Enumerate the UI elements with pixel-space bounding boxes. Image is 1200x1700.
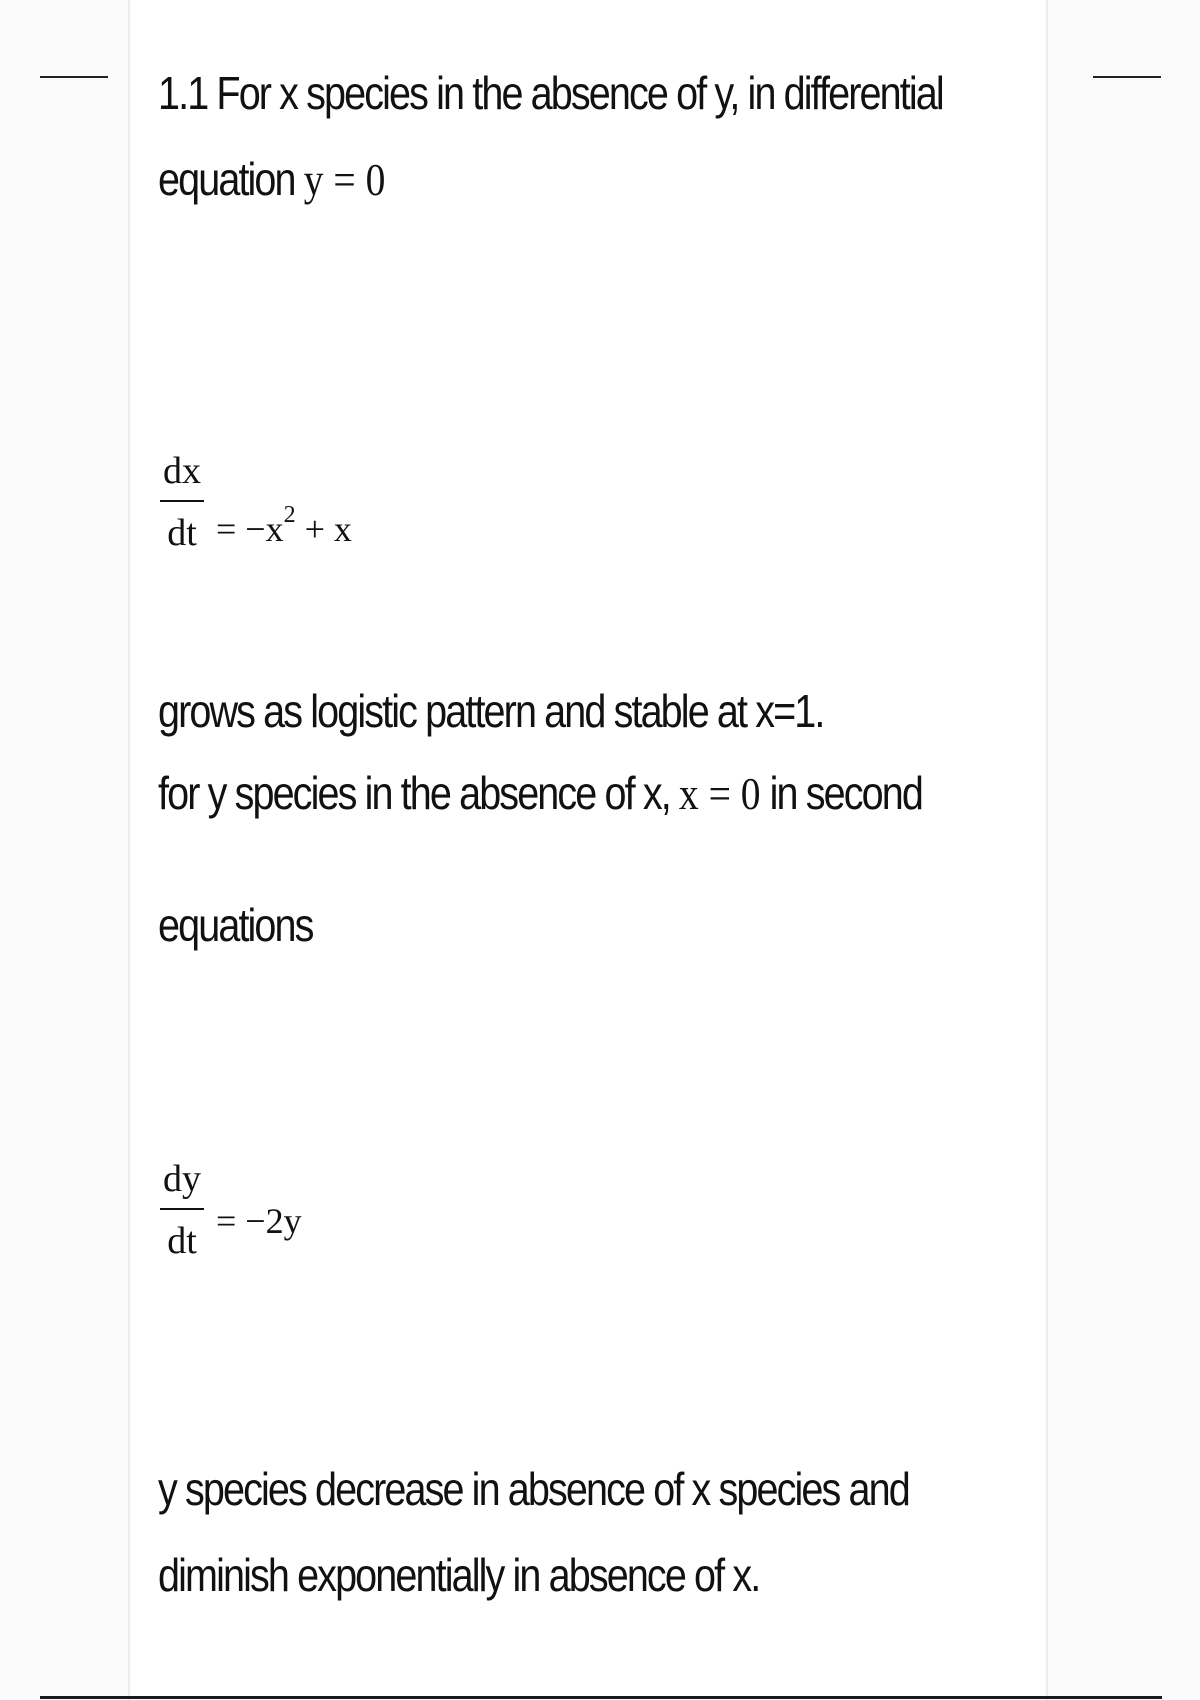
equation-1-rhs-prefix: = −x	[216, 509, 284, 549]
result-line-3: equations	[158, 899, 313, 951]
equation-1-fraction-bar	[160, 500, 204, 502]
equation-1-rhs	[216, 502, 352, 550]
equation-1-denominator: dt	[167, 512, 197, 554]
equation-2-rhs: = −2y	[216, 1201, 302, 1241]
result-line-2-text: for y species in the absence of x,	[158, 767, 679, 819]
intro-line-2-text: equation	[158, 153, 304, 205]
equation-1-fraction	[160, 452, 204, 552]
equation-1-exponent: 2	[283, 502, 296, 528]
intro-line-2	[158, 152, 385, 207]
result-line-1: grows as logistic pattern and stable at x=1.	[158, 685, 824, 737]
left-divider	[40, 76, 108, 78]
result-line-2	[158, 766, 922, 821]
right-divider	[1093, 76, 1161, 78]
intro-line-2-math: y = 0	[303, 154, 386, 205]
equation-1-numerator: dx	[163, 450, 201, 492]
equation-2-fraction-bar	[160, 1208, 204, 1210]
equation-1-rhs-suffix: + x	[295, 509, 352, 549]
result-line-2-math: x = 0	[678, 768, 761, 819]
intro-line-1: 1.1 For x species in the absence of y, in differential	[158, 67, 943, 119]
conclusion-line-2: diminish exponentially in absence of x.	[158, 1549, 760, 1601]
equation-2-fraction	[160, 1160, 204, 1260]
equation-2-denominator: dt	[167, 1220, 197, 1262]
equation-2-numerator: dy	[163, 1158, 201, 1200]
bottom-rule	[40, 1696, 1162, 1699]
conclusion-line-1: y species decrease in absence of x species and	[158, 1463, 909, 1515]
answer-card	[128, 0, 1048, 1700]
result-line-2-suffix: in second	[760, 767, 922, 819]
